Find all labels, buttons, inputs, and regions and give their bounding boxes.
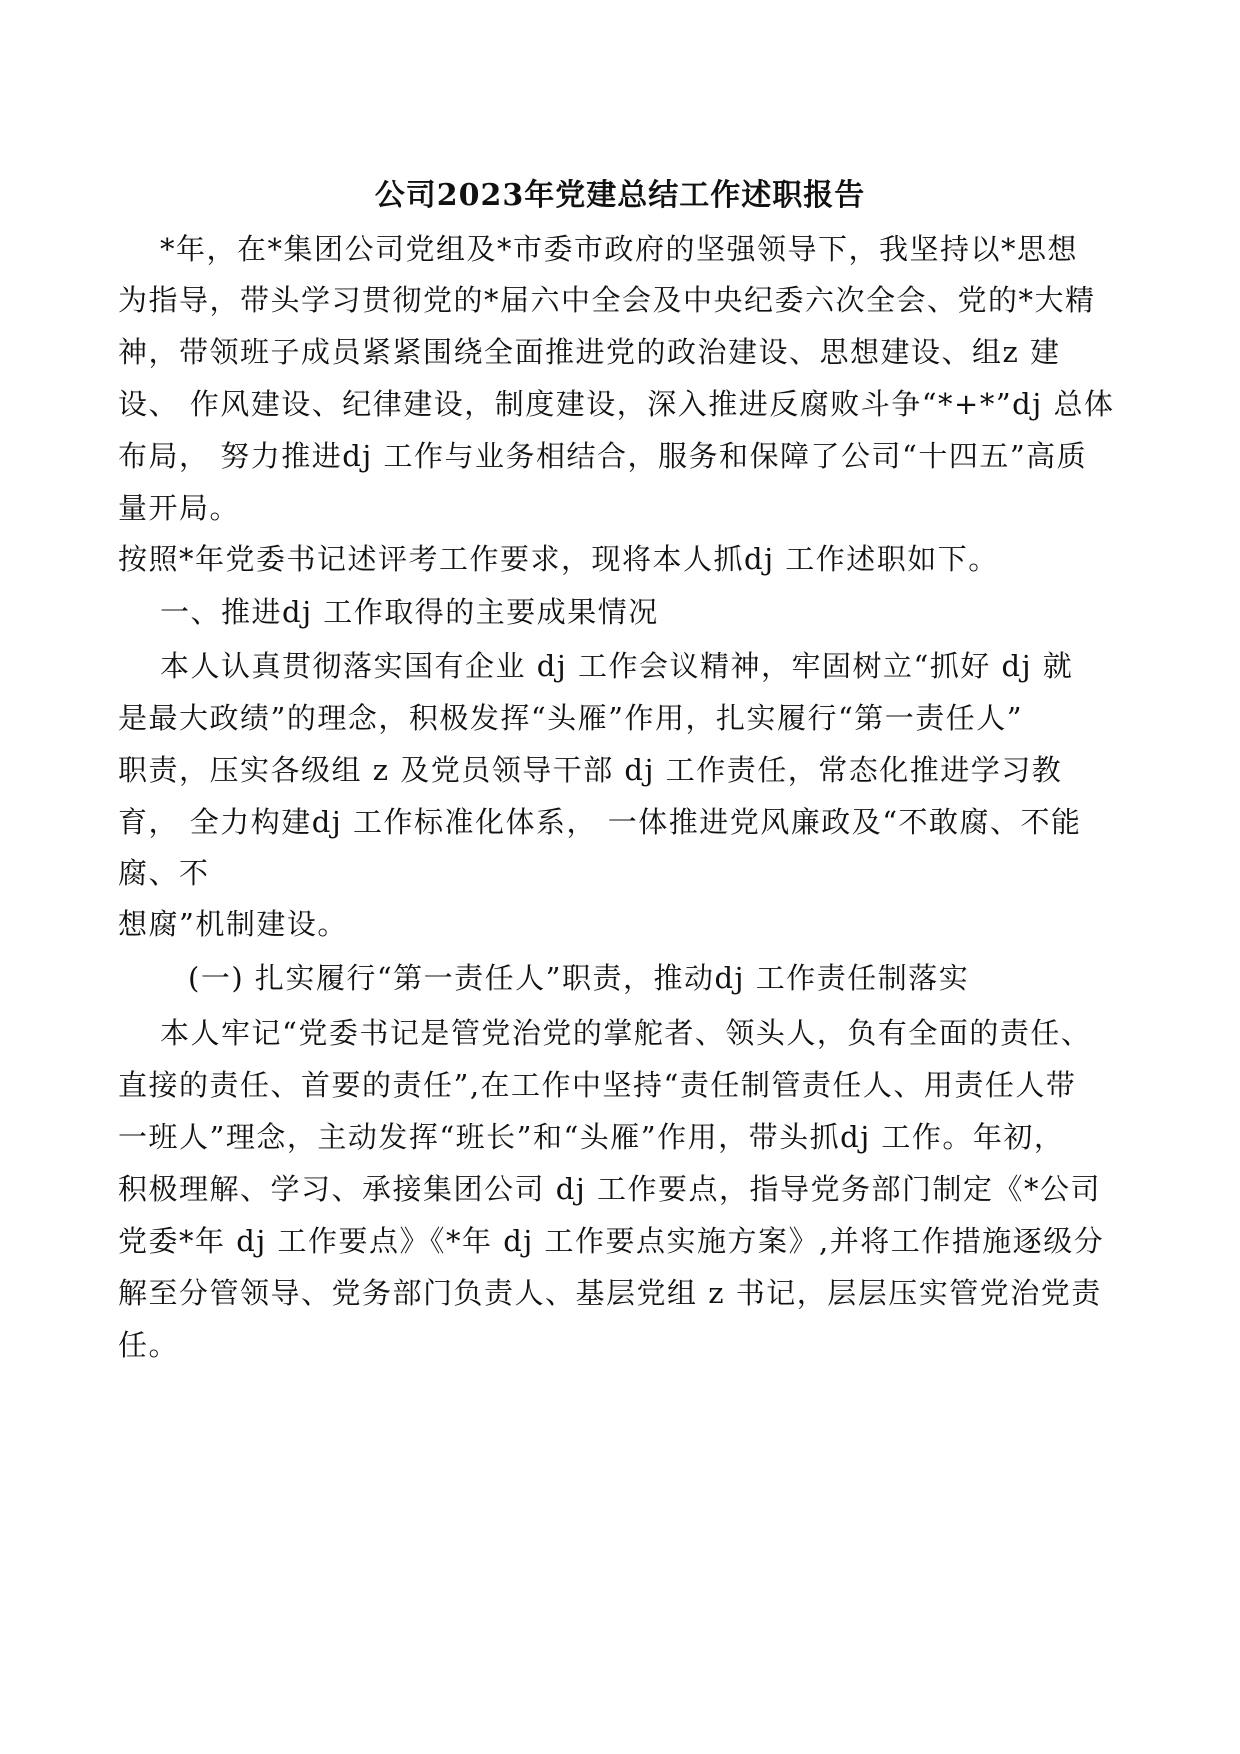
paragraph-line: 育， 全力构建dj 工作标准化体系， 一体推进党风廉政及“不敢腐、不能: [118, 805, 1082, 839]
paragraph-line: 想腐”机制建设。: [118, 907, 348, 941]
paragraph-line: 直接的责任、首要的责任”,在工作中坚持“责任制管责任人、用责任人带: [118, 1068, 1077, 1102]
paragraph-line: 是最大政绩”的理念，积极发挥“头雁”作用，扎实履行“第一责任人”: [118, 701, 1024, 735]
paragraph-line: *年，在*集团公司党组及*市委市政府的坚强领导下，我坚持以*思想: [160, 232, 1079, 266]
paragraph-line: 设、 作风建设、纪律建设，制度建设，深入推进反腐败斗争“*+*”dj 总体: [118, 387, 1115, 421]
paragraph-line: 布局， 努力推进dj 工作与业务相结合，服务和保障了公司“十四五”高质: [118, 439, 1088, 473]
paragraph-line: 职责，压实各级组 z 及党员领导干部 dj 工作责任，常态化推进学习教: [118, 753, 1063, 787]
paragraph-line: 解至分管领导、党务部门负责人、基层党组 z 书记，层层压实管党治党责: [118, 1276, 1102, 1310]
section-heading: 一、推进dj 工作取得的主要成果情况: [160, 595, 659, 629]
paragraph-line: 腐、不: [118, 856, 210, 890]
subsection-heading: (一) 扎实履行“第一责任人”职责，推动dj 工作责任制落实: [188, 961, 970, 995]
paragraph-line: 量开局。: [118, 491, 241, 525]
paragraph-line: 本人牢记“党委书记是管党治党的掌舵者、领头人，负有全面的责任、: [160, 1016, 1092, 1050]
paragraph-line: 一班人”理念，主动发挥“班长”和“头雁”作用，带头抓dj 工作。年初，: [118, 1120, 1065, 1154]
document-title: 公司2023年党建总结工作述职报告: [374, 178, 866, 213]
paragraph-line: 党委*年 dj 工作要点》《*年 dj 工作要点实施方案》,并将工作措施逐级分: [118, 1224, 1105, 1258]
paragraph-line: 神，带领班子成员紧紧围绕全面推进党的政治建设、思想建设、组z 建: [118, 335, 1061, 369]
paragraph-line: 任。: [118, 1328, 180, 1362]
paragraph-line: 按照*年党委书记述评考工作要求，现将本人抓dj 工作述职如下。: [118, 542, 999, 576]
paragraph-line: 本人认真贯彻落实国有企业 dj 工作会议精神，牢固树立“抓好 dj 就: [160, 649, 1074, 683]
paragraph-line: 积极理解、学习、承接集团公司 dj 工作要点，指导党务部门制定《*公司: [118, 1172, 1101, 1206]
paragraph-line: 为指导，带头学习贯彻党的*届六中全会及中央纪委六次全会、党的*大精: [118, 283, 1096, 317]
